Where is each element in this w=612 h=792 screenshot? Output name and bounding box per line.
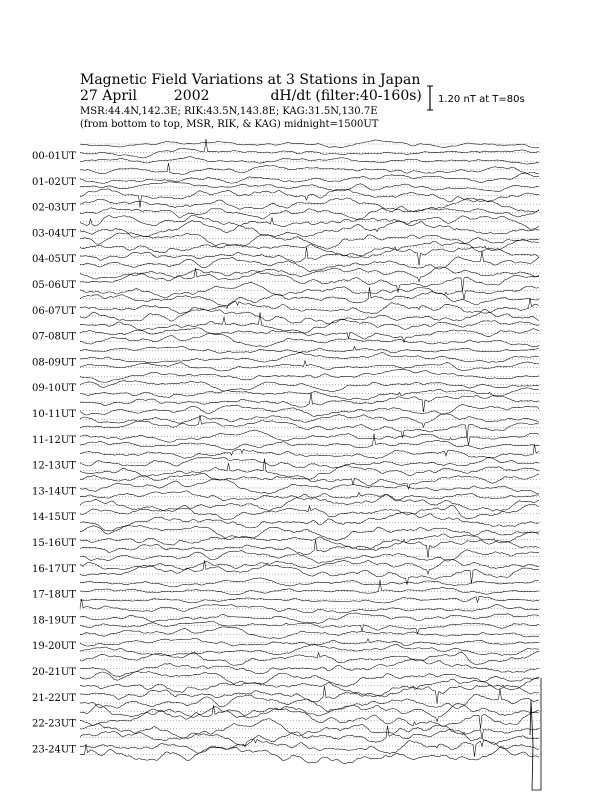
hour-label: 12-13UT [32,460,76,472]
hour-label: 22-23UT [32,718,76,730]
trace-rik [80,172,539,183]
hour-label: 06-07UT [32,305,76,317]
chart-title: Magnetic Field Variations at 3 Stations in Japan [80,72,421,88]
station-coordinates: MSR:44.4N,142.3E; RIK:43.5N,143.8E; KAG:31.5N,130.7E [80,106,378,117]
hour-label: 15-16UT [32,538,76,549]
trace-rik [80,580,539,595]
trace-rik [80,247,539,265]
hour-label: 14-15UT [32,512,76,524]
hour-label: 13-14UT [32,486,76,498]
trace-rik [80,638,539,646]
trace-msr [80,622,539,634]
hour-label: 04-05UT [32,254,76,266]
hour-label: 02-03UT [32,202,76,214]
hour-label: 05-06UT [32,280,76,291]
trace-msr [80,719,539,739]
trace-rik [80,430,539,445]
trace-rik [80,381,539,392]
trace-spike [530,678,541,790]
trace-kag [80,393,539,412]
trace-msr [80,414,539,428]
hour-label: 18-19UT [32,615,76,627]
date-year: 2002 [173,88,210,104]
hour-label: 16-17UT [32,563,76,575]
trace-kag [80,287,539,306]
trace-msr [80,388,539,400]
hour-label: 19-20UT [32,641,76,653]
hour-label: 00-01UT [32,151,76,162]
date-day: 27 April [80,88,137,104]
hour-label: 23-24UT [32,744,76,756]
trace-rik [80,404,539,416]
trace-rik [80,298,539,314]
trace-rik [80,739,539,757]
hour-label: 08-09UT [32,357,76,369]
quantity-label: dH/dt (filter:40-160s) [270,88,422,104]
trace-kag [80,415,539,438]
hour-label: 20-21UT [32,667,76,678]
trace-rik [80,479,539,494]
trace-kag [80,704,539,722]
trace-msr [80,644,539,655]
trace-rik [80,613,539,623]
trace-msr [80,459,539,480]
trace-kag [80,627,539,639]
trace-msr [80,491,539,501]
trace-kag [80,369,539,382]
trace-rik [80,504,539,519]
hour-label: 21-22UT [32,692,76,704]
trace-msr [80,157,539,164]
trace-rik [80,198,539,212]
trace-rik [80,353,539,363]
trace-kag [80,578,539,587]
trace-kag [80,677,539,696]
trace-kag [80,215,539,230]
trace-kag [80,312,539,333]
trace-rik [80,705,539,729]
hour-label: 10-11UT [32,409,76,420]
trace-msr [80,282,539,299]
trace-msr [80,744,539,764]
hour-label: 11-12UT [32,434,76,446]
station-order-note: (from bottom to top, MSR, RIK, & KAG) midnight=1500UT [80,119,379,130]
trace-msr [80,596,539,603]
trace-msr [80,434,539,450]
trace-rik [80,139,539,158]
trace-msr [80,233,539,250]
trace-group [80,139,541,790]
trace-kag [80,346,539,353]
trace-msr [80,672,539,687]
trace-kag [80,651,539,665]
hour-label: 07-08UT [32,331,76,343]
trace-msr [80,182,539,192]
hour-label: 03-04UT [32,228,76,240]
hour-label: 09-10UT [32,383,76,395]
trace-msr [80,251,539,272]
hour-label: 17-18UT [32,589,76,601]
trace-rik [80,457,539,468]
scale-label: 1.20 nT at T=80s [438,94,525,105]
trace-msr [80,540,539,558]
trace-kag [80,550,539,563]
hour-label: 01-02UT [32,176,76,188]
trace-msr [80,309,539,324]
hour-label-group [32,151,76,755]
